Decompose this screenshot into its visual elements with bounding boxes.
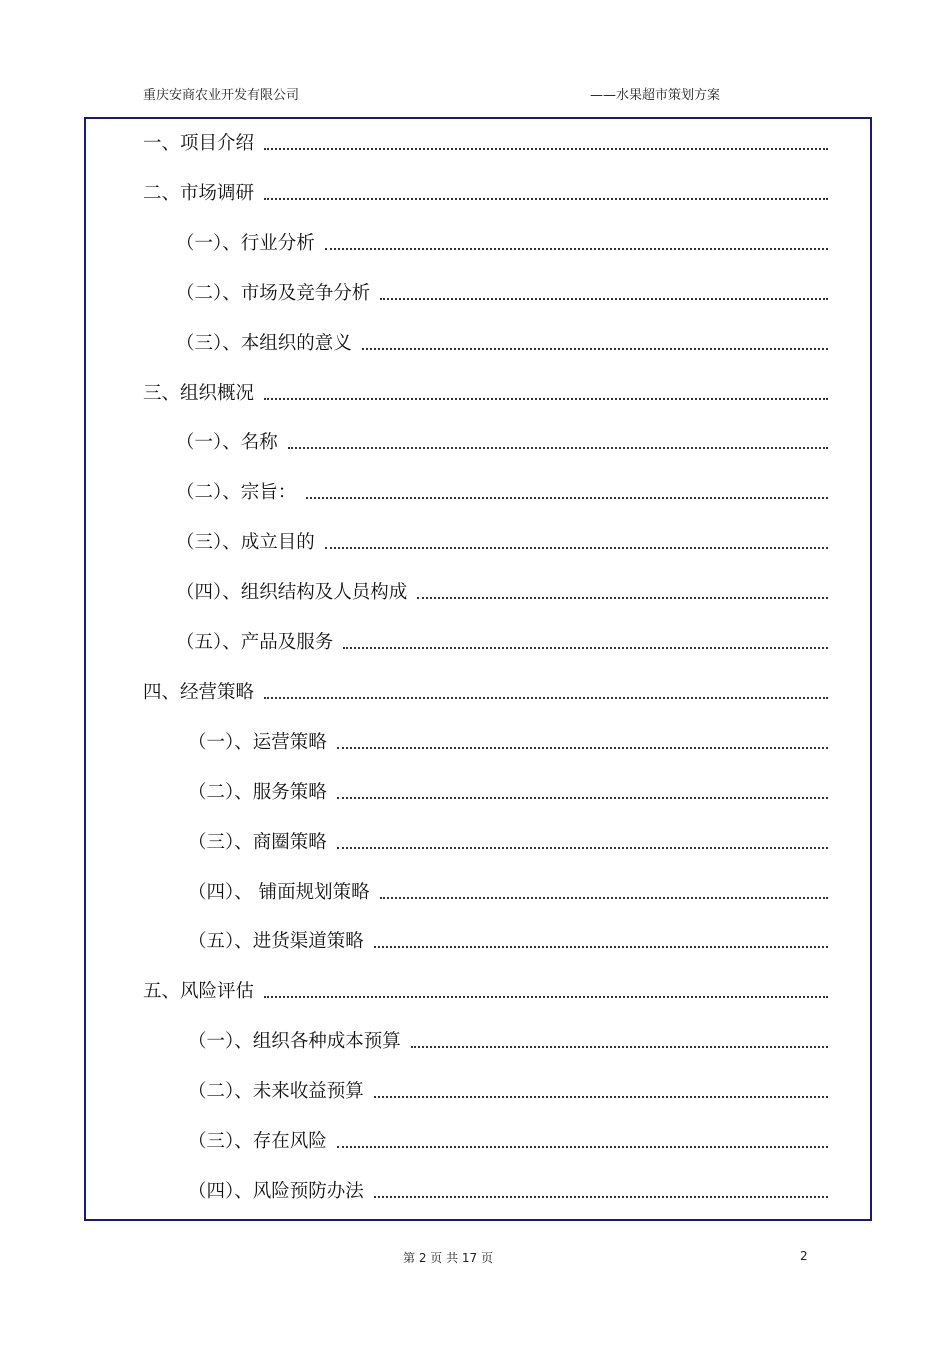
toc-item-label: （四）、 铺面规划策略: [188, 882, 370, 903]
toc-item[interactable]: [188, 878, 828, 904]
toc-leader-dots: [264, 198, 828, 200]
toc-leader-dots: [264, 996, 828, 998]
toc-item[interactable]: [188, 1077, 828, 1103]
toc-leader-dots: [337, 847, 828, 849]
toc-item[interactable]: [176, 628, 828, 654]
toc-leader-dots: [374, 1096, 828, 1098]
footer-page-label: 第 2 页 共 17 页: [403, 1251, 493, 1265]
toc-leader-dots: [374, 1196, 828, 1198]
toc-item-label: （一）、运营策略: [188, 732, 327, 753]
toc-item[interactable]: [143, 678, 828, 704]
toc-item-label: （二）、宗旨：: [176, 482, 297, 503]
toc-item-label: （一）、组织各种成本预算: [188, 1031, 401, 1052]
toc-item[interactable]: [188, 778, 828, 804]
header-document-title: ——水果超市策划方案: [590, 88, 721, 103]
toc-leader-dots: [362, 348, 828, 350]
toc-item[interactable]: [188, 728, 828, 754]
toc-leader-dots: [343, 647, 828, 649]
toc-leader-dots: [288, 447, 828, 449]
toc-leader-dots: [264, 148, 828, 150]
toc-item-label: （四）、组织结构及人员构成: [176, 582, 408, 603]
toc-leader-dots: [337, 1146, 828, 1148]
toc-item-label: （三）、存在风险: [188, 1131, 327, 1152]
toc-leader-dots: [374, 946, 828, 948]
toc-item[interactable]: [188, 927, 828, 953]
toc-item-label: （二）、市场及竞争分析: [176, 283, 371, 304]
toc-item-label: （一）、行业分析: [176, 233, 315, 254]
toc-leader-dots: [306, 497, 828, 499]
toc-leader-dots: [380, 897, 828, 899]
toc-item[interactable]: [176, 279, 828, 305]
toc-item[interactable]: [176, 578, 828, 604]
toc-leader-dots: [411, 1046, 828, 1048]
toc-item[interactable]: [176, 528, 828, 554]
toc-item-label: （四）、风险预防办法: [188, 1181, 364, 1202]
toc-item-label: （五）、进货渠道策略: [188, 931, 364, 952]
toc-item[interactable]: [176, 329, 828, 355]
toc-item[interactable]: [143, 977, 828, 1003]
footer-page-number: 2: [800, 1249, 808, 1263]
toc-leader-dots: [264, 697, 828, 699]
toc-item[interactable]: [188, 1027, 828, 1053]
toc-item-label: （二）、未来收益预算: [188, 1081, 364, 1102]
toc-item[interactable]: [188, 828, 828, 854]
header-company: 重庆安商农业开发有限公司: [143, 88, 300, 103]
toc-item-label: （三）、本组织的意义: [176, 333, 352, 354]
toc-leader-dots: [325, 248, 828, 250]
toc-item[interactable]: [188, 1127, 828, 1153]
toc-item-label: 四、经营策略: [143, 682, 255, 703]
toc-leader-dots: [337, 797, 828, 799]
toc-item-label: （三）、成立目的: [176, 532, 315, 553]
toc-leader-dots: [337, 747, 828, 749]
toc-item[interactable]: [188, 1177, 828, 1203]
toc-item-label: 三、组织概况: [143, 383, 255, 404]
toc-item-label: （五）、产品及服务: [176, 632, 334, 653]
toc-item[interactable]: [176, 229, 828, 255]
toc-item-label: 五、风险评估: [143, 981, 255, 1002]
toc-item-label: （一）、名称: [176, 432, 278, 453]
toc-item-label: 一、项目介绍: [143, 133, 255, 154]
toc-item[interactable]: [143, 379, 828, 405]
toc-item-label: （二）、服务策略: [188, 782, 327, 803]
toc-leader-dots: [325, 547, 828, 549]
toc-leader-dots: [264, 398, 828, 400]
toc-item-label: （三）、商圈策略: [188, 832, 327, 853]
toc-item[interactable]: [143, 129, 828, 155]
toc-item[interactable]: [176, 478, 828, 504]
toc-leader-dots: [380, 298, 828, 300]
toc-item[interactable]: [176, 428, 828, 454]
toc-item-label: 二、市场调研: [143, 183, 255, 204]
toc-leader-dots: [417, 597, 828, 599]
toc-item[interactable]: [143, 179, 828, 205]
